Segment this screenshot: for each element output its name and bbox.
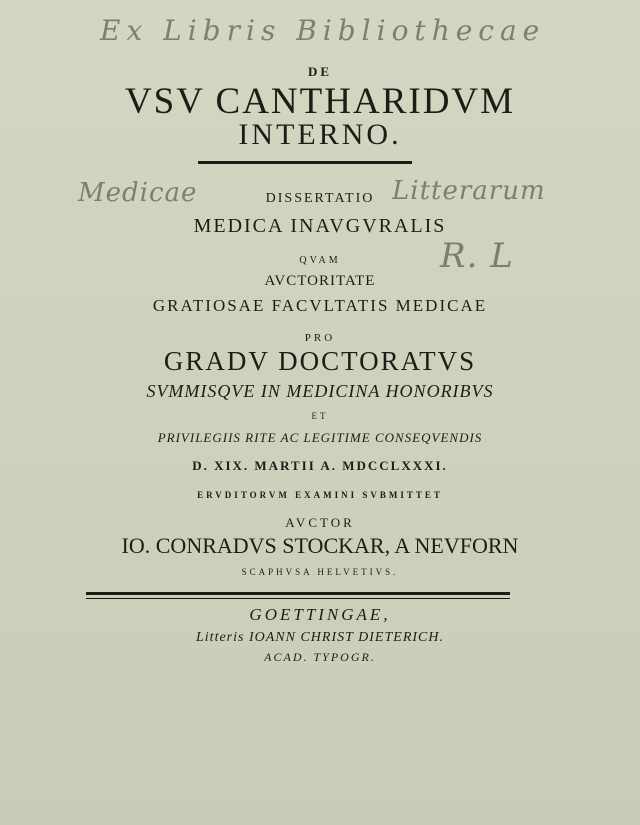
title-line-2: INTERNO. <box>238 118 402 151</box>
imprint-rule-thick <box>86 592 510 595</box>
quam: QVAM <box>299 255 341 266</box>
gratiosae-facultatis: GRATIOSAE FACVLTATIS MEDICAE <box>152 296 488 315</box>
title-divider <box>198 161 412 164</box>
defense-date: D. XIX. MARTII A. MDCCLXXXI. <box>192 458 448 473</box>
title-line-1: VSV CANTHARIDVM <box>124 81 516 122</box>
handwritten-left-mark: Medicae <box>78 178 198 208</box>
handwritten-right-mark: Litterarum <box>392 176 546 206</box>
imprint-typographer: ACAD. TYPOGR. <box>264 650 376 664</box>
title-de: DE <box>307 64 333 79</box>
pro: PRO <box>304 332 336 344</box>
auctoritate: AVCTORITATE <box>264 273 376 289</box>
gradu-doctoratus: GRADV DOCTORATVS <box>163 346 477 376</box>
dissertatio: DISSERTATIO <box>265 191 375 206</box>
author-name: IO. CONRADVS STOCKAR, A NEVFORN <box>121 533 519 558</box>
imprint-city: GOETTINGAE, <box>249 605 391 624</box>
handwritten-shelf-mark: R. L <box>440 236 514 276</box>
medica-inauguralis: MEDICA INAVGVRALIS <box>193 215 447 237</box>
auctor-label: AVCTOR <box>285 515 355 530</box>
imprint-printer: Litteris IOANN CHRIST DIETERICH. <box>196 630 444 645</box>
eruditorum-examini: ERVDITORVM EXAMINI SVBMITTET <box>197 490 443 500</box>
summisque-honoribus: SVMMISQVE IN MEDICINA HONORIBVS <box>146 381 494 401</box>
privilegiis: PRIVILEGIIS RITE AC LEGITIME CONSEQVENDIS <box>157 430 483 445</box>
imprint-rule-thin <box>86 598 510 599</box>
author-origin: SCAPHVSA HELVETIVS. <box>241 567 399 577</box>
et: ET <box>311 411 329 421</box>
handwritten-inscription-top: Ex Libris Bibliothecae <box>100 14 546 47</box>
